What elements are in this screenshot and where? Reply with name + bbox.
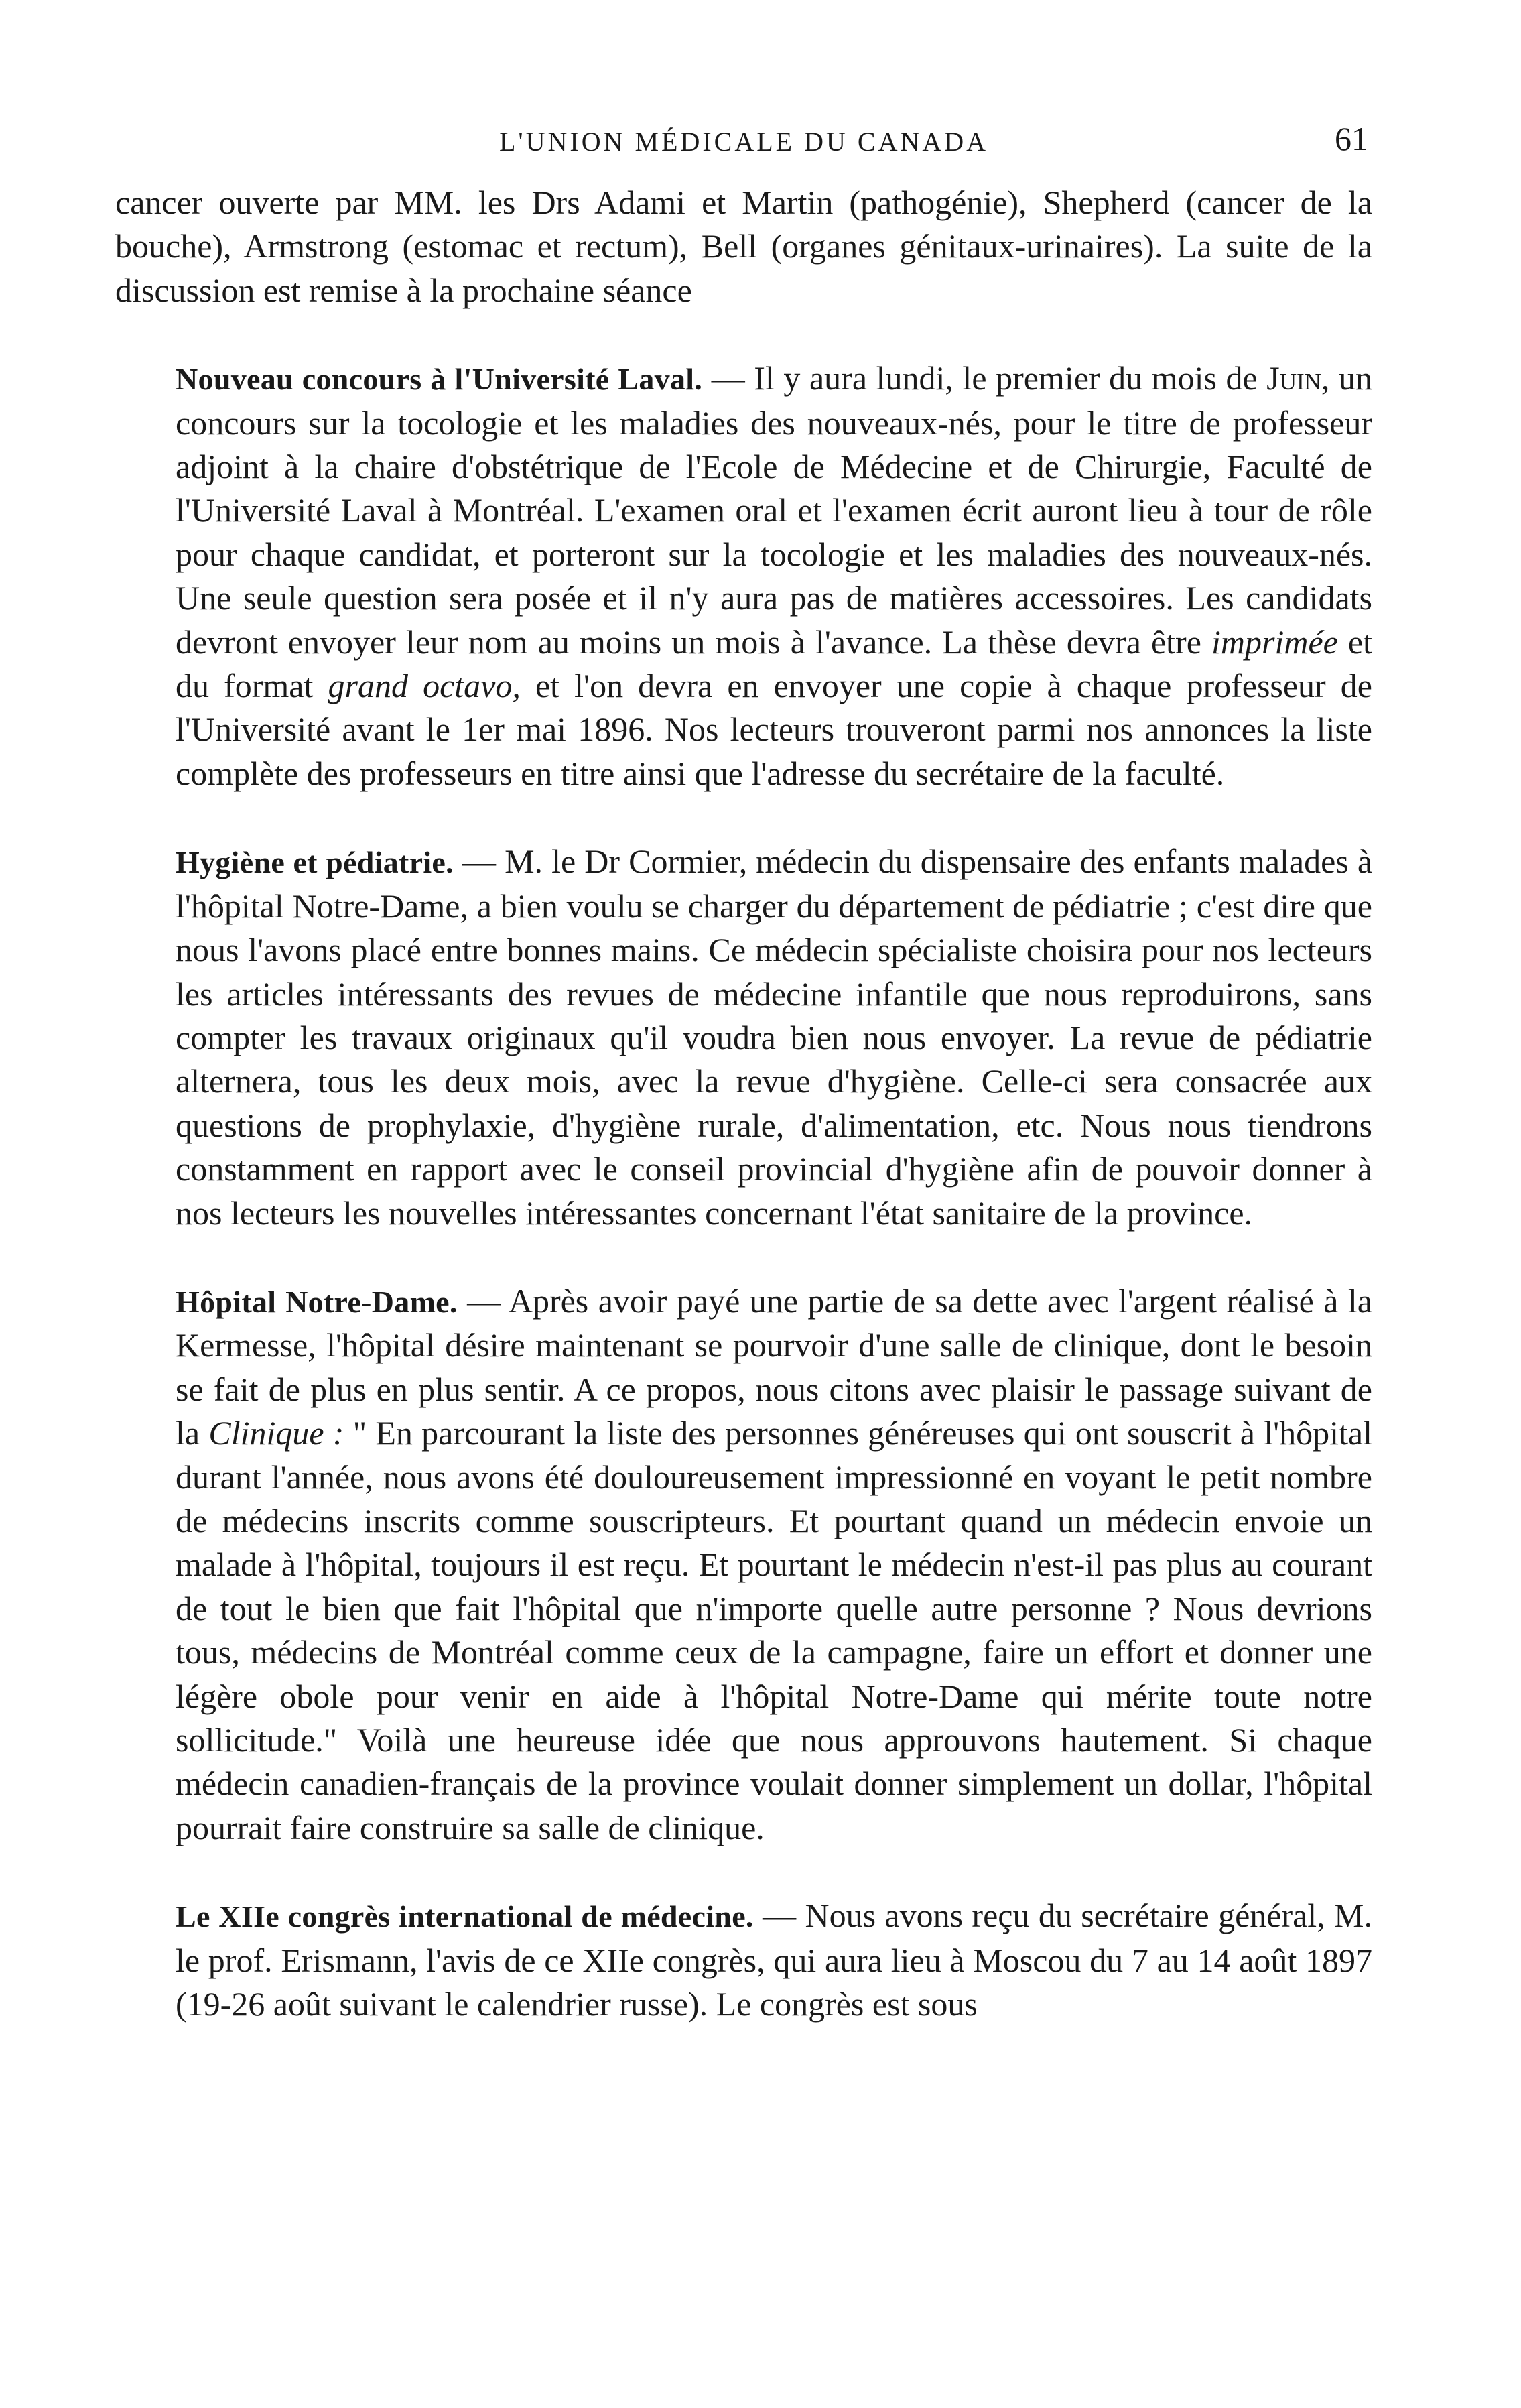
section-heading-congres-international: Le XIIe congrès international de médecine. [176,1899,754,1934]
heading-separator: — [753,1897,805,1935]
paragraph-hopital-notre-dame [115,1279,1372,1850]
heading-separator: — [702,359,754,397]
paragraph-text: et du format [176,623,1372,705]
paragraph-cancer-discussion: cancer ouverte par MM. les Drs Adami et Martin (pathogénie), Shepherd (cancer de la bouche), Armstrong (estomac et rectum), Bell (organes génitaux-urinaires). La suite de la discussion est remise à la prochaine séance [115,184,1372,309]
paragraph-gap [115,796,1372,840]
section-heading-hopital-notre-dame: Hôpital Notre-Dame. [176,1284,458,1319]
paragraph-hygiene-pediatrie [115,840,1372,1235]
paragraph-text: Nous avons reçu du secrétaire général, M. le prof. Erismann, l'avis de ce XIIe congrès, qui aura lieu à Moscou du 7 au 14 août 1897 (19-26 août suivant le calendrier russe). Le congrès est sous [176,1897,1373,2023]
paragraph-gap [115,1850,1372,1894]
month-name: Juin [1266,359,1321,397]
italic-title-clinique: Clinique : [208,1414,344,1452]
italic-term-grand-octavo: grand octavo, [328,667,521,705]
running-header [115,114,1372,161]
section-heading-hygiene-pediatrie: Hygiène et pédiatrie. [176,845,454,880]
heading-separator: — [453,842,505,881]
paragraph-text: " En parcourant la liste des personnes généreuses qui ont souscrit à l'hôpital durant l'année, nous avons été douloureusement impressionné en voyant le petit nombre de médecins inscrits comme souscripteurs. Et pourtant quand un médecin envoie un malade à l'hôpital, toujours il est reçu. Et pourtant le médecin n'est-il pas plus au courant de tout le bien que fait l'hôpital que n'importe quelle autre personne ? Nous devrions tous, médecins de Montréal comme ceux de la campagne, faire un effort et donner une légère obole pour venir en aide à l'hôpital Notre-Dame qui mérite toute notre sollicitude." Voilà une heureuse idée que nous approuvons hautement. Si chaque médecin canadien-français de la province voulait donner simplement un dollar, l'hôpital pourrait faire construire sa salle de clinique. [176,1414,1373,1846]
paragraph-text: et l'on devra en envoyer une copie à chaque professeur de l'Université avant le 1er mai 1896. Nos lecteurs trouveront parmi nos annonces la liste complète des professeurs en titre ainsi que l'adresse du secrétaire de la faculté. [176,667,1373,792]
paragraph-congres-international [115,1894,1372,2026]
paragraph-text: Après avoir payé une partie de sa dette avec l'argent réalisé à la Kermesse, l'hôpital désire maintenant se pourvoir d'une salle de clinique, dont le besoin se fait de plus en plus sentir. A ce propos, nous citons avec plaisir le passage suivant de la [176,1281,1372,1452]
paragraph-text: Il y aura lundi, le premier du mois de [754,359,1267,397]
italic-term-imprimee: imprimée [1211,623,1338,661]
page-number: 61 [1335,120,1368,157]
paragraph-text: M. le Dr Cormier, médecin du dispensaire des enfants malades à l'hôpital Notre-Dame, a bien voulu se charger du département de pédiatrie ; c'est dire que nous l'avons placé entre bonnes mains. Ce médecin spécialiste choisira pour nos lecteurs les articles intéressants des revues de médecine infantile que nous reproduirons, sans compter les travaux originaux qu'il voudra bien nous envoyer. La revue de pédiatrie alternera, tous les deux mois, avec la revue d'hygiène. Celle-ci sera consacrée aux questions de prophylaxie, d'hygiène rurale, d'alimentation, etc. Nous nous tiendrons constamment en rapport avec le conseil provincial d'hygiène afin de pouvoir donner à nos lecteurs les nouvelles intéressantes concernant l'état sanitaire de la province. [176,842,1373,1232]
section-heading-nouveau-concours: Nouveau concours à l'Université Laval. [176,362,703,397]
paragraph-text: , un concours sur la tocologie et les maladies des nouveaux-nés, pour le titre de professeur adjoint à la chaire d'obstétrique de l'Ecole de Médecine et de Chirurgie, Faculté de l'Université Laval à Montréal. L'examen oral et l'examen écrit auront lieu à tour de rôle pour chaque candidat, et porteront sur la tocologie et les maladies des nouveaux-nés. Une seule question sera posée et il n'y aura pas de matières accessoires. Les candidats devront envoyer leur nom au moins un mois à l'avance. La thèse devra être [176,359,1372,661]
paragraph-nouveau-concours [115,357,1372,796]
paragraph-gap [115,312,1372,357]
document-page [115,114,1372,2026]
heading-separator: — [457,1281,509,1320]
running-title: L'UNION MÉDICALE DU CANADA [499,127,989,157]
paragraph-gap [115,1235,1372,1279]
